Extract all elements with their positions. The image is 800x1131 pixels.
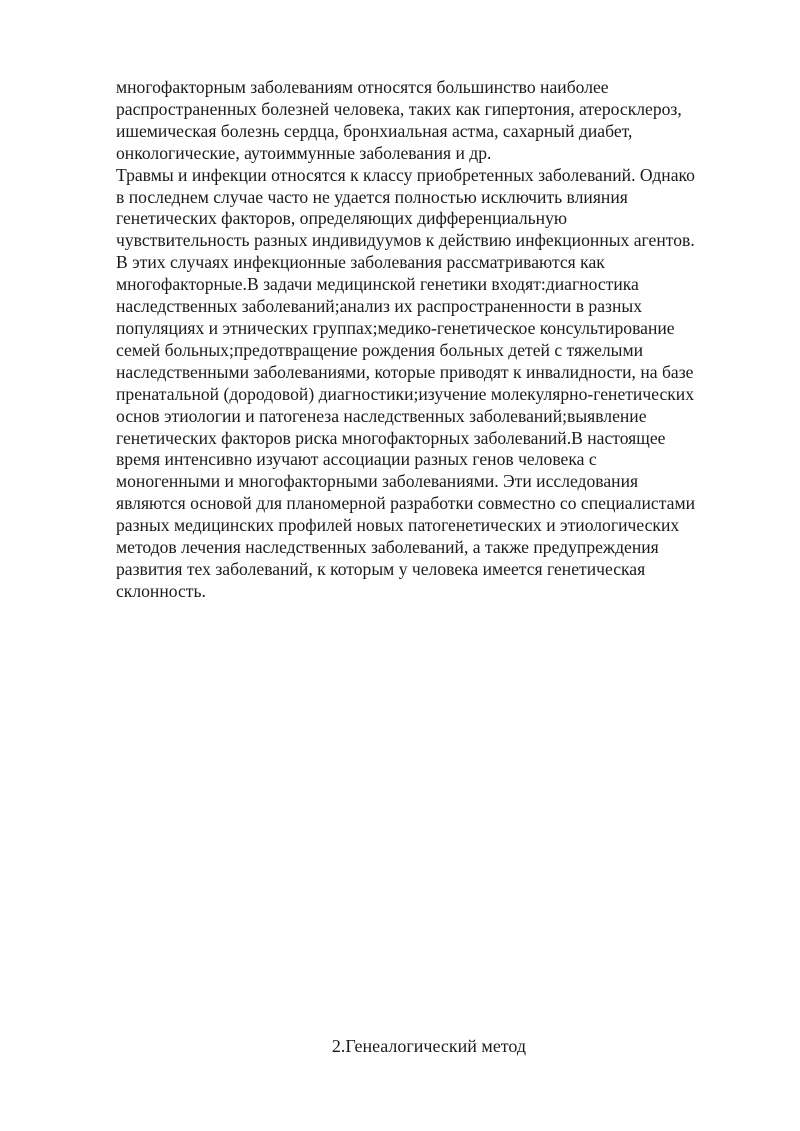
text-line: В этих случаях инфекционные заболевания рассматриваются как	[116, 252, 605, 273]
text-line: развития тех заболеваний, к которым у человека имеется генетическая	[116, 558, 646, 579]
text-line: генетических факторов, определяющих дифференциальную	[116, 208, 568, 229]
text-line: разных медицинских профилей новых патогенетических и этиологических	[116, 515, 680, 536]
text-line: основ этиологии и патогенеза наследственных заболеваний;выявление	[116, 405, 647, 426]
text-line: методов лечения наследственных заболеваний, а также предупреждения	[116, 537, 659, 558]
text-line: семей больных;предотвращение рождения больных детей с тяжелыми	[116, 339, 643, 360]
text-line: многофакторным заболеваниям относятся большинство наиболее	[116, 77, 609, 97]
text-line: генетических факторов риска многофакторных заболеваний.В настоящее	[116, 427, 666, 448]
text-line: наследственных заболеваний;анализ их распространенности в разных	[116, 296, 643, 317]
text-line: в последнем случае часто не удается полностью исключить влияния	[116, 186, 628, 207]
text-line: популяциях и этнических группах;медико-генетическое консультирование	[116, 317, 675, 338]
body-paragraph	[116, 77, 756, 603]
text-line: ишемическая болезнь сердца, бронхиальная астма, сахарный диабет,	[116, 120, 633, 141]
text-line: наследственными заболеваниями, которые приводят к инвалидности, на базе	[116, 361, 694, 382]
text-line: онкологические, аутоиммунные заболевания и др.	[116, 142, 492, 163]
text-line: склонность.	[116, 580, 206, 601]
text-line: время интенсивно изучают ассоциации разных генов человека с	[116, 449, 597, 470]
text-line: многофакторные.В задачи медицинской генетики входят:диагностика	[116, 274, 639, 295]
section-heading	[0, 1035, 800, 1057]
text-line: Травмы и инфекции относятся к классу приобретенных заболеваний. Однако	[116, 164, 695, 185]
text-line: моногенными и многофакторными заболеваниями. Эти исследования	[116, 471, 639, 492]
text-line: распространенных болезней человека, таких как гипертония, атеросклероз,	[116, 98, 682, 119]
text-line: являются основой для планомерной разработки совместно со специалистами	[116, 493, 696, 514]
text-line: пренатальной (дородовой) диагностики;изучение молекулярно-генетических	[116, 383, 695, 404]
section-heading-text: 2.Генеалогический метод	[331, 1036, 527, 1056]
text-line: чувствительность разных индивидуумов к действию инфекционных агентов.	[116, 230, 695, 251]
